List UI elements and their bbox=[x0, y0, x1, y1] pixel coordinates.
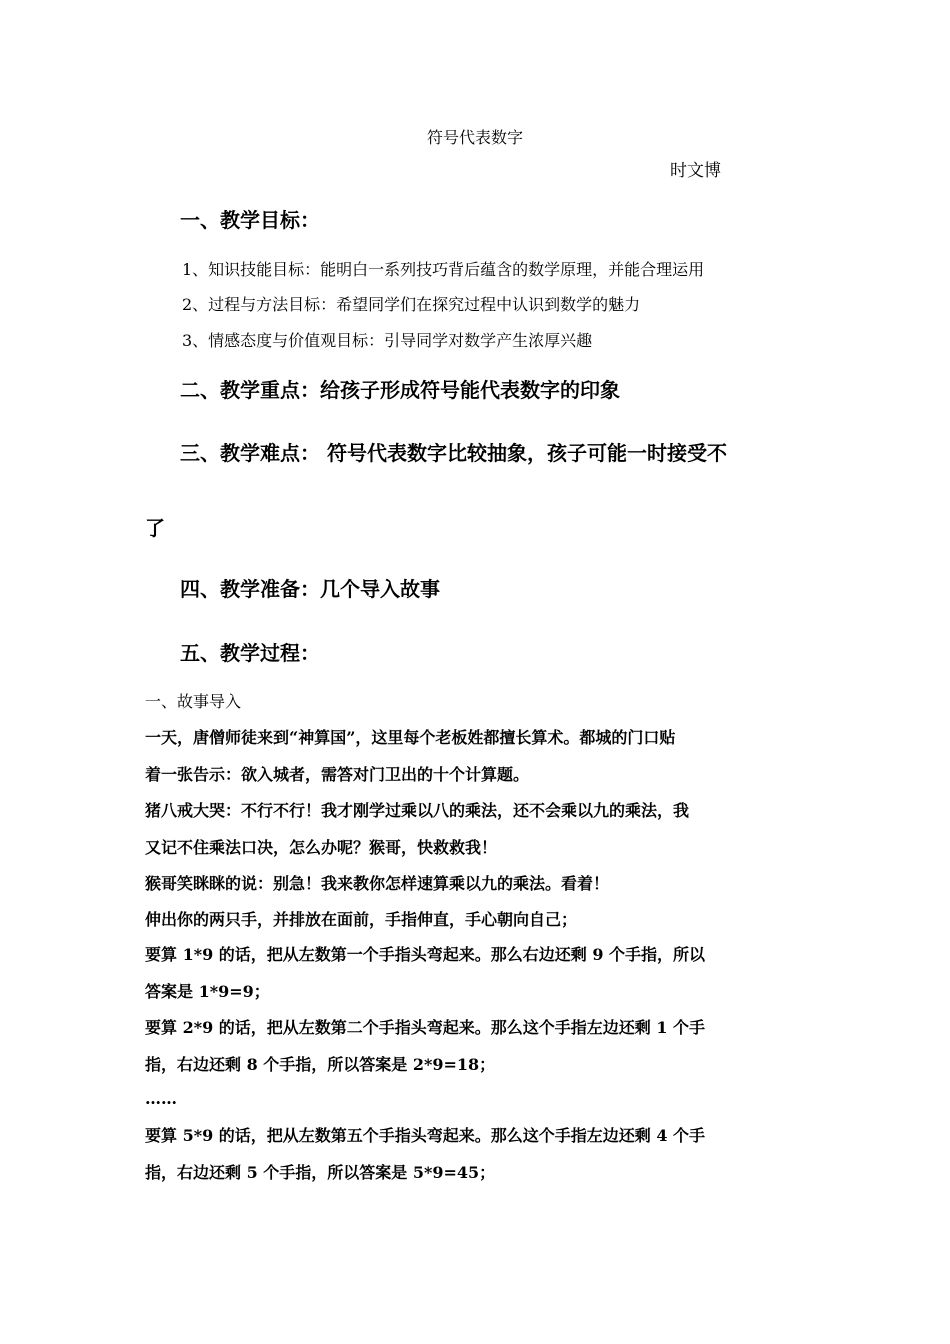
section-heading-key-points: 二、教学重点：给孩子形成符号能代表数字的印象 bbox=[180, 378, 620, 402]
story-line: 猪八戒大哭：不行不行！我才刚学过乘以八的乘法，还不会乘以九的乘法，我 bbox=[145, 801, 690, 820]
story-line: 猴哥笑眯眯的说：别急！我来教你怎样速算乘以九的乘法。看着！ bbox=[145, 874, 610, 893]
section-heading-preparation: 四、教学准备：几个导入故事 bbox=[180, 577, 440, 601]
story-line: 指，右边还剩 5 个手指，所以答案是 5*9=45； bbox=[145, 1163, 496, 1182]
story-subheading: 一、故事导入 bbox=[145, 692, 242, 711]
objective-item: 2、过程与方法目标：希望同学们在探究过程中认识到数学的魅力 bbox=[182, 295, 641, 314]
story-line: 又记不住乘法口决，怎么办呢？猴哥，快救救我！ bbox=[145, 838, 498, 857]
story-line: 伸出你的两只手，并排放在面前，手指伸直，手心朝向自己； bbox=[145, 910, 578, 929]
section-heading-difficulties: 三、教学难点： 符号代表数字比较抽象，孩子可能一时接受不 bbox=[180, 441, 727, 465]
objective-item: 1、知识技能目标：能明白一系列技巧背后蕴含的数学原理，并能合理运用 bbox=[182, 260, 705, 279]
story-line: 要算 5*9 的话，把从左数第五个手指头弯起来。那么这个手指左边还剩 4 个手 bbox=[145, 1126, 706, 1145]
document-title: 符号代表数字 bbox=[426, 128, 523, 147]
story-line: …… bbox=[145, 1089, 177, 1108]
author-name: 时文博 bbox=[670, 161, 721, 181]
story-line: 要算 1*9 的话，把从左数第一个手指头弯起来。那么右边还剩 9 个手指，所以 bbox=[145, 945, 706, 964]
section-heading-process: 五、教学过程： bbox=[180, 641, 320, 665]
story-line: 着一张告示：欲入城者，需答对门卫出的十个计算题。 bbox=[145, 765, 530, 784]
story-line: 答案是 1*9=9； bbox=[145, 982, 270, 1001]
story-line: 要算 2*9 的话，把从左数第二个手指头弯起来。那么这个手指左边还剩 1 个手 bbox=[145, 1018, 706, 1037]
story-line: 指，右边还剩 8 个手指，所以答案是 2*9=18； bbox=[145, 1055, 496, 1074]
objective-item: 3、情感态度与价值观目标：引导同学对数学产生浓厚兴趣 bbox=[182, 331, 593, 350]
story-line: 一天，唐僧师徒来到“神算国”，这里每个老板姓都擅长算术。都城的门口贴 bbox=[145, 728, 676, 747]
section-heading-objectives: 一、教学目标： bbox=[180, 208, 320, 232]
section-heading-difficulties-cont: 了 bbox=[145, 516, 165, 540]
